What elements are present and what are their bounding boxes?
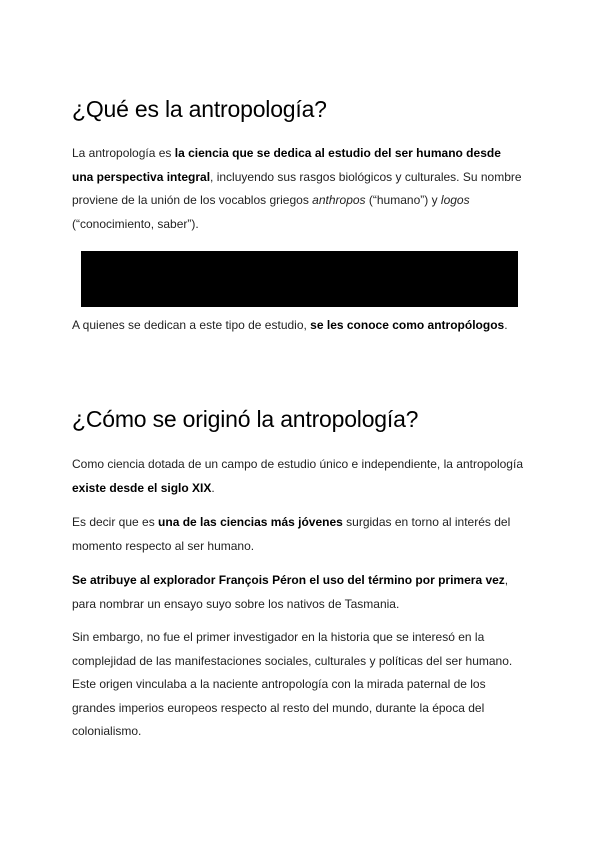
paragraph-line: para nombrar un ensayo suyo sobre los nativos de Tasmania.: [72, 596, 400, 611]
paragraph-line: Se atribuye al explorador François Péron el uso del término por primera vez,: [72, 573, 509, 587]
bold-text: una de las ciencias más jóvenes: [158, 515, 343, 529]
paragraph-line: momento respecto al ser humano.: [72, 538, 255, 553]
bold-text: Se atribuye al explorador François Péron el uso del término por primera vez: [72, 573, 505, 587]
bold-text: una perspectiva integral: [72, 169, 211, 184]
paragraph-line: grandes imperios europeos respecto al resto del mundo, durante la época del: [72, 700, 485, 715]
paragraph-colonialismo: [72, 626, 532, 744]
paragraph-line: proviene de la unión de los vocablos griegos anthropos (“humano”) y logos: [72, 193, 470, 207]
italic-text: logos: [440, 193, 470, 207]
heading-que-es: ¿Qué es la antropología?: [72, 96, 327, 122]
bold-text: se les conoce como antropólogos: [310, 318, 505, 332]
paragraph-line: una perspectiva integral, incluyendo sus rasgos biológicos y culturales. Su nombre: [72, 169, 522, 184]
paragraph-line: (“conocimiento, saber”).: [72, 216, 199, 231]
italic-text: anthropos: [312, 193, 366, 207]
paragraph-line: Sin embargo, no fue el primer investigador en la historia que se interesó en la: [72, 630, 485, 644]
paragraph-francois-peron: [72, 569, 532, 616]
paragraph-line: complejidad de las manifestaciones sociales, culturales y políticas del ser humano.: [72, 653, 513, 668]
paragraph-siglo-xix: [72, 453, 532, 500]
heading-como-se-origino: ¿Cómo se originó la antropología?: [72, 406, 419, 432]
bold-text: la ciencia que se dedica al estudio del ser humano desde: [174, 146, 501, 160]
paragraph-line: Como ciencia dotada de un campo de estudio único e independiente, la antropología: [72, 457, 523, 471]
paragraph-line: colonialismo.: [72, 724, 142, 738]
paragraph-ciencias-jovenes: [72, 511, 532, 558]
paragraph-line: Es decir que es una de las ciencias más jóvenes surgidas en torno al interés del: [72, 515, 511, 529]
paragraph-line: Este origen vinculaba a la naciente antropología con la mirada paternal de los: [72, 677, 486, 691]
paragraph-antropologos: [72, 314, 532, 338]
paragraph-definition: [72, 142, 532, 236]
paragraph-line: A quienes se dedican a este tipo de estudio, se les conoce como antropólogos.: [72, 318, 508, 332]
embedded-media-block: [81, 251, 518, 307]
paragraph-line: existe desde el siglo XIX.: [72, 480, 215, 495]
bold-text: existe desde el siglo XIX: [72, 480, 212, 495]
paragraph-line: La antropología es la ciencia que se dedica al estudio del ser humano desde: [72, 146, 501, 160]
